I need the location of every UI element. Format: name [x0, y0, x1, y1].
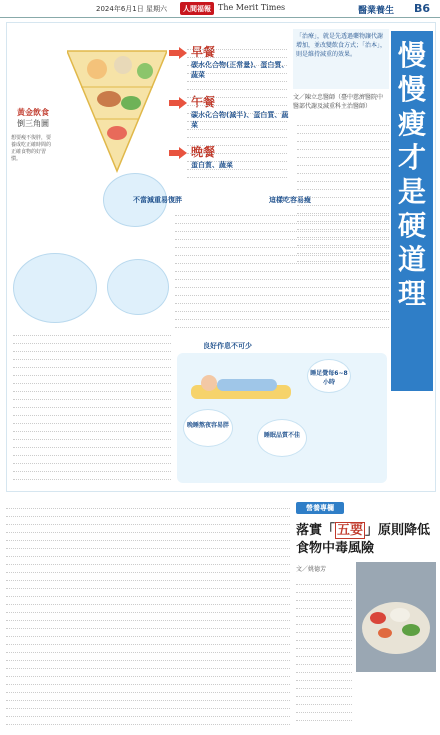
headline-banner [391, 31, 433, 391]
family-illustration [13, 253, 97, 323]
inverted-triangle-illustration [67, 47, 167, 175]
arrow-right-icon [169, 97, 187, 109]
meal-description: 碳水化合物(正常量)、蛋白質、蔬菜 [191, 61, 289, 79]
body-text-column-3 [175, 209, 389, 335]
cheese-shape [390, 608, 410, 622]
waist-measure-illustration [107, 259, 169, 315]
newspaper-logo: 人間福報 [180, 2, 214, 15]
masthead [0, 0, 440, 18]
body-text-column-1 [187, 43, 287, 183]
lettuce-shape [402, 624, 420, 636]
food-photo [356, 562, 436, 672]
column-tag: 營養專欄 [296, 502, 344, 514]
meal-name: 午餐 [191, 95, 216, 109]
chart-label-title: 黃金飲食 [17, 108, 49, 117]
secondary-article [6, 498, 436, 732]
article-byline: 文／姚德芳 [296, 566, 327, 573]
article-body-text-right [296, 578, 352, 728]
main-article [6, 22, 436, 492]
article-body-text [6, 502, 290, 728]
sleep-bubble-quality: 睡眠品質不佳 [257, 419, 307, 457]
title-suffix: 」原則降低食物中毒風險 [296, 523, 431, 556]
chart-label [9, 107, 57, 163]
byline: 文／陳立忠醫師（臺中慈濟醫院中醫部代謝及減重科主治醫師） [293, 94, 384, 110]
sleep-bubble-enough: 睡足覺每6~8小時 [307, 359, 351, 393]
meal-description: 碳水化合物(減半)、蛋白質、蔬菜 [191, 111, 289, 129]
tomato-shape [370, 612, 386, 624]
sleep-bubble-late: 晚睡熬夜容易胖 [183, 409, 233, 447]
issue-date: 2024年6月1日 星期六 [96, 5, 167, 13]
meal-description: 蛋白質、蔬菜 [191, 161, 233, 169]
meal-name: 早餐 [191, 45, 216, 59]
subhead-easy-diet: 這樣吃容易瘦 [269, 196, 311, 204]
subhead-rebound: 不當減重易復胖 [133, 196, 182, 204]
sleep-illustration-card [177, 353, 387, 483]
article-title [296, 522, 436, 558]
meal-name: 晚餐 [191, 145, 216, 159]
subhead-sleep: 良好作息不可少 [203, 342, 252, 350]
pepper-shape [378, 628, 392, 638]
newspaper-logo-en: The Merit Times [218, 3, 286, 12]
headline: 慢慢瘦才是硬道理 [397, 39, 426, 310]
arrow-right-icon [169, 147, 187, 159]
section-name: 醫業養生 [358, 6, 395, 16]
body-text-column-4 [13, 329, 171, 487]
title-highlight: 五要 [337, 523, 364, 538]
chart-label-subtitle: 倒三角圖 [17, 119, 49, 128]
pull-quote: 「治療」，就是先透過藥物讓代謝增加，並改變飲食方式；「治本」，則是維持減重的效果。 [293, 29, 389, 89]
page-number: B6 [414, 2, 431, 15]
title-prefix: 落實「 [296, 523, 336, 538]
chart-caption: 想要瘦不復胖，要養成吃正確時間的正確食物的好習慣。 [11, 135, 52, 162]
arrow-right-icon [169, 47, 187, 59]
sleeping-person-icon [191, 363, 291, 403]
